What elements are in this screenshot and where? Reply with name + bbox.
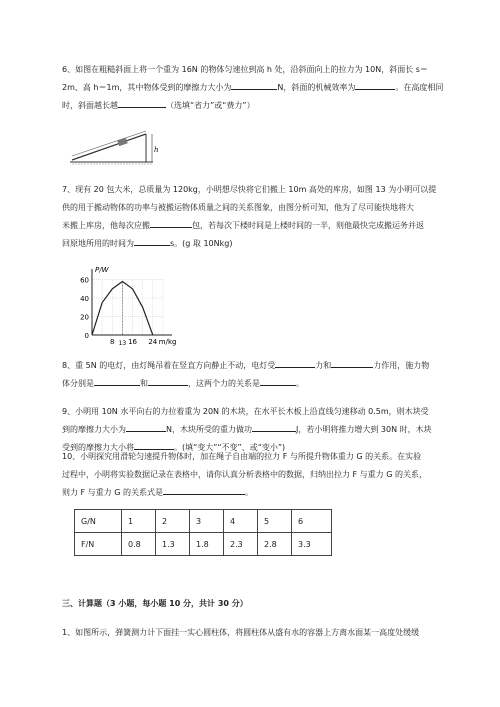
q7-line-4 (62, 235, 462, 253)
x-tick-label-13: 13 (118, 340, 127, 347)
table-cell: 2 (156, 510, 190, 533)
height-label: h (154, 146, 159, 154)
question-7 (62, 181, 462, 253)
q7-text-4b: s。(g 取 10Nkg) (170, 239, 233, 248)
q7-blank-time[interactable] (134, 235, 170, 246)
q9-text-2b: N，木块所受的重力做功 (166, 425, 252, 434)
q9-blank-friction[interactable] (126, 421, 166, 432)
q7-line-1: 7、现有 20 包大米，总质量为 120kg，小明想尽快将它们搬上 10m 高处的库房，如图 13 为小明可以提 (62, 185, 437, 194)
x-tick-label: 16 (128, 338, 137, 346)
incline-block (117, 138, 127, 147)
q6-text-3a: 时，斜面越长越 (62, 101, 118, 110)
q6-text-3b: （选填“省力”或“费力”） (166, 101, 255, 110)
q7-text-3a: 米搬上库房，他每次应搬 (62, 221, 150, 230)
y-axis-label: P/W (95, 266, 109, 274)
table-cell: 6 (292, 510, 332, 533)
q8-text-2d: 。 (296, 379, 304, 388)
q10-text-3-end: 。 (244, 488, 253, 497)
q8-text-1b: 力和 (315, 361, 332, 370)
x-tick-label: 24 (148, 338, 158, 346)
table-cell: 2.3 (224, 533, 258, 556)
g-f-table (74, 509, 332, 556)
power-mass-chart (74, 263, 182, 349)
q10-blank-relation[interactable] (163, 484, 245, 495)
q6-line-1: 6、如图在粗糙斜面上将一个重为 16N 的物体匀速拉到高 h 处，沿斜面向上的拉力为 10N，斜面长 s＝ (62, 65, 428, 74)
table-cell: 1 (122, 510, 156, 533)
q8-blank-force-1[interactable] (275, 357, 315, 368)
q8-blank-agent-2[interactable] (148, 375, 188, 386)
c1-line-1: 1、如图所示，弹簧测力计下面挂一实心圆柱体，将圆柱体从盛有水的容器上方离水面某一高度处缓缓 (62, 628, 420, 637)
q9-line-2 (62, 421, 462, 439)
q7-line-3 (62, 217, 462, 235)
q7-text-4a: 回原地所用的时间为 (62, 239, 134, 248)
q8-text-2a: 体分别是 (62, 379, 94, 388)
table-cell: F/N (75, 533, 122, 556)
table-cell: 1.3 (156, 533, 190, 556)
q9-text-2c: J，若小明将推力增大到 30N 时，木块 (295, 425, 432, 434)
q6-text-2b: N，斜面的机械效率为 (277, 83, 356, 92)
q6-blank-force[interactable] (118, 97, 166, 108)
q10-line-3 (62, 484, 462, 502)
y-tick-label: 60 (80, 276, 89, 285)
y-tick-label: 40 (80, 295, 89, 304)
q9-text-3b: 。(填“变大”“不变”、或“变小”) (174, 443, 286, 452)
table-row-f (75, 533, 332, 556)
q10-text-3: 则力 F 与重力 G 的关系式是 (62, 488, 163, 497)
q8-blank-relation[interactable] (260, 375, 296, 386)
q7-line-2: 供的用于搬动物体的功率与被搬运物体质量之间的关系图象，由图分析可知，他为了尽可能快地将大 (62, 203, 414, 212)
incline-figure (68, 128, 168, 170)
q7-text-3b: 包，若每次下楼时间是上楼时间的一半，则他最快完成搬运务并返 (192, 221, 424, 230)
q6-line-3 (62, 97, 462, 115)
table-cell: G/N (75, 510, 122, 533)
table-cell: 2.8 (258, 533, 292, 556)
q6-text-2c: 。在高度相同 (395, 83, 444, 92)
q9-line-1: 9、小明用 10N 水平向右的力拉着重为 20N 的木块，在水平长木板上沿直线匀速移动 0.5m，则木块受 (62, 407, 429, 416)
x-tick-label: 8 (110, 338, 115, 346)
y-tick-label: 0 (84, 332, 89, 340)
q8-text-2b: 和 (140, 379, 148, 388)
q8-text-2c: ，这两个力的关系是 (188, 379, 260, 388)
q8-line-2 (62, 375, 462, 393)
table-cell: 1.8 (190, 533, 224, 556)
y-tick-label: 20 (80, 313, 89, 322)
question-10 (62, 448, 462, 502)
q9-blank-work[interactable] (252, 421, 296, 432)
table-cell: 3 (190, 510, 224, 533)
q6-line-2 (62, 79, 462, 97)
table-cell: 5 (258, 510, 292, 533)
q10-line-2: 过程中，小明将实验数据记录在表格中，请你认真分析表格中的数据，归纳出拉力 F 与重力 G 的关系， (62, 470, 427, 479)
q6-text-2a: 2m、高 h＝1m，其中物体受到的摩擦力大小为 (62, 83, 232, 92)
table-cell: 3.3 (292, 533, 332, 556)
table-cell: 4 (224, 510, 258, 533)
q6-blank-friction[interactable] (231, 79, 277, 90)
q10-line-1: 10、小明探究用滑轮匀速提升物体时，加在绳子自由端的拉力 F 与所提升物体重力 G 的关系。在实验 (62, 452, 422, 461)
table-cell: 0.8 (122, 533, 156, 556)
q6-blank-efficiency[interactable] (355, 79, 395, 90)
x-axis-label: m/kg (158, 338, 177, 346)
q9-text-2a: 到的摩擦力大小为 (62, 425, 126, 434)
q8-line-1 (62, 357, 462, 375)
calc-question-1 (62, 624, 462, 642)
q9-text-3a: 受到的摩擦力大小将 (62, 443, 134, 452)
q8-blank-force-2[interactable] (331, 357, 373, 368)
incline-slope (72, 134, 146, 160)
q8-blank-agent-1[interactable] (94, 375, 140, 386)
question-6 (62, 61, 462, 115)
question-8 (62, 357, 462, 393)
q8-text-1a: 8、重 5N 的电灯，由灯绳吊着在竖直方向静止不动，电灯受 (62, 361, 276, 370)
q7-blank-bags[interactable] (150, 217, 192, 228)
q8-text-1c: 力作用，施力物 (373, 361, 430, 370)
section-title: 三、计算题（3 小题，每小题 10 分，共计 30 分） (62, 599, 248, 608)
table-row-g (75, 510, 332, 533)
incline-surface (72, 131, 146, 156)
